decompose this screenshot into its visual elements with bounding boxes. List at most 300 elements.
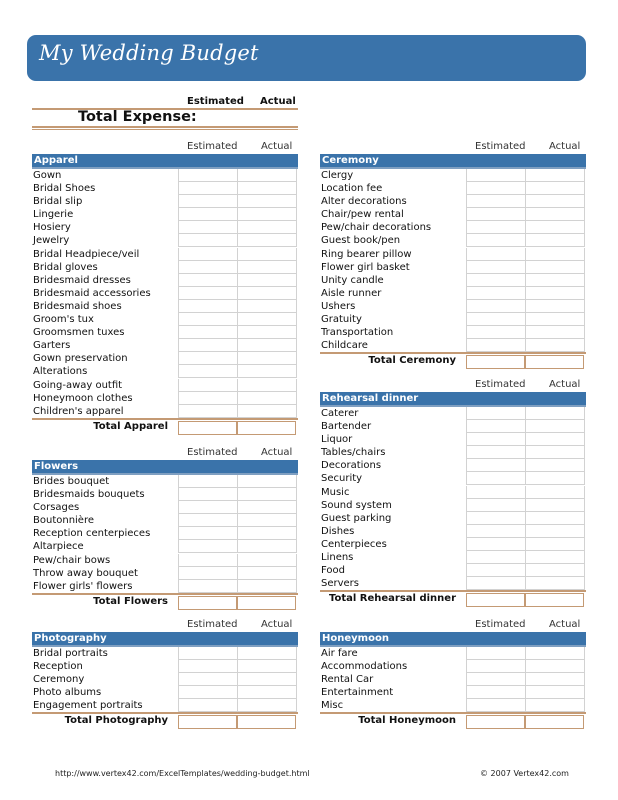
actual-input[interactable]: [525, 407, 585, 420]
item-label: Brides bouquet: [33, 476, 110, 487]
section-header: Photography: [32, 632, 298, 647]
estimated-input[interactable]: [178, 475, 238, 488]
estimated-input[interactable]: [178, 261, 238, 274]
actual-input[interactable]: [237, 182, 297, 195]
estimated-input[interactable]: [466, 551, 526, 564]
estimated-input[interactable]: [466, 420, 526, 433]
estimated-input[interactable]: [178, 352, 238, 365]
actual-input[interactable]: [237, 647, 297, 660]
actual-input[interactable]: [237, 488, 297, 501]
budget-row: [320, 660, 586, 673]
total-row: [32, 712, 298, 729]
budget-row: [320, 221, 586, 234]
budget-row: [320, 234, 586, 247]
actual-input[interactable]: [525, 433, 585, 446]
actual-input[interactable]: [525, 326, 585, 339]
estimated-input[interactable]: [178, 673, 238, 686]
total-actual-cell[interactable]: [237, 715, 296, 729]
item-label: Bridal Headpiece/veil: [33, 248, 140, 260]
estimated-input[interactable]: [466, 234, 526, 247]
item-label: Sound system: [321, 499, 392, 511]
estimated-input[interactable]: [178, 647, 238, 660]
total-estimated-cell[interactable]: [178, 421, 237, 435]
actual-input[interactable]: [525, 339, 585, 352]
divider: [32, 129, 298, 130]
section-photography: [32, 619, 298, 729]
estimated-input[interactable]: [466, 499, 526, 512]
actual-input[interactable]: [525, 551, 585, 564]
actual-input[interactable]: [237, 313, 297, 326]
item-label: Gown: [33, 170, 62, 181]
budget-row: [32, 501, 298, 514]
item-label: Childcare: [321, 340, 368, 352]
estimated-input[interactable]: [466, 699, 526, 712]
total-estimated-cell[interactable]: [466, 715, 525, 729]
estimated-input[interactable]: [178, 514, 238, 527]
budget-row: [320, 326, 586, 339]
estimated-input[interactable]: [178, 554, 238, 567]
actual-input[interactable]: [237, 660, 297, 673]
budget-row: [320, 182, 586, 195]
actual-input[interactable]: [237, 248, 297, 261]
estimated-input[interactable]: [466, 169, 526, 182]
estimated-input[interactable]: [178, 195, 238, 208]
estimated-input[interactable]: [466, 564, 526, 577]
total-label: Total Photography: [64, 715, 168, 727]
budget-row: [32, 169, 298, 182]
actual-input[interactable]: [237, 208, 297, 221]
item-label: Lingerie: [33, 209, 74, 221]
item-label: Centerpieces: [321, 538, 387, 550]
estimated-input[interactable]: [466, 274, 526, 287]
budget-row: [320, 169, 586, 182]
column-headers: [320, 619, 586, 632]
estimated-input[interactable]: [178, 580, 238, 593]
budget-row: [32, 300, 298, 313]
budget-row: [32, 488, 298, 501]
total-actual-cell[interactable]: [525, 355, 584, 369]
item-label: Bridal gloves: [33, 261, 98, 273]
item-label: Liquor: [321, 434, 353, 446]
estimated-input[interactable]: [466, 313, 526, 326]
budget-row: [32, 274, 298, 287]
item-label: Rental Car: [321, 674, 374, 686]
actual-input[interactable]: [237, 169, 297, 182]
estimated-input[interactable]: [466, 407, 526, 420]
estimated-input[interactable]: [178, 567, 238, 580]
budget-row: [320, 486, 586, 499]
item-label: Children's apparel: [33, 405, 124, 417]
estimated-input[interactable]: [178, 660, 238, 673]
total-row: [320, 352, 586, 369]
estimated-input[interactable]: [178, 339, 238, 352]
item-label: Dishes: [321, 525, 355, 537]
budget-row: [320, 577, 586, 590]
actual-input[interactable]: [237, 274, 297, 287]
budget-row: [320, 407, 586, 420]
item-label: Decorations: [321, 460, 382, 472]
total-actual-cell[interactable]: [525, 593, 584, 607]
estimated-input[interactable]: [466, 512, 526, 525]
estimated-input[interactable]: [178, 169, 238, 182]
item-label: Chair/pew rental: [321, 209, 404, 221]
estimated-input[interactable]: [178, 326, 238, 339]
budget-row: [32, 405, 298, 418]
actual-input[interactable]: [525, 208, 585, 221]
total-label: Total Rehearsal dinner: [328, 593, 456, 605]
actual-input[interactable]: [237, 475, 297, 488]
actual-input[interactable]: [525, 420, 585, 433]
actual-input[interactable]: [237, 287, 297, 300]
actual-input[interactable]: [525, 234, 585, 247]
item-label: Bridal portraits: [33, 648, 108, 659]
budget-row: [320, 195, 586, 208]
total-label: Total Honeymoon: [358, 715, 456, 727]
budget-row: [32, 527, 298, 540]
actual-input[interactable]: [237, 234, 297, 247]
estimated-input[interactable]: [178, 182, 238, 195]
estimated-input[interactable]: [466, 300, 526, 313]
estimated-input[interactable]: [466, 673, 526, 686]
total-row: [320, 590, 586, 607]
estimated-input[interactable]: [178, 208, 238, 221]
estimated-header: Estimated: [475, 141, 526, 152]
column-headers: [320, 379, 586, 392]
total-row: [320, 712, 586, 729]
estimated-input[interactable]: [178, 488, 238, 501]
estimated-input[interactable]: [178, 287, 238, 300]
estimated-input[interactable]: [466, 182, 526, 195]
actual-input[interactable]: [237, 379, 297, 392]
item-label: Pew/chair bows: [33, 554, 111, 566]
estimated-input[interactable]: [178, 248, 238, 261]
total-estimated-cell[interactable]: [178, 596, 237, 610]
actual-input[interactable]: [237, 567, 297, 580]
total-label: Total Ceremony: [368, 355, 456, 367]
actual-input[interactable]: [237, 501, 297, 514]
actual-input[interactable]: [525, 274, 585, 287]
estimated-input[interactable]: [178, 392, 238, 405]
estimated-input[interactable]: [178, 527, 238, 540]
estimated-header: Estimated: [187, 619, 238, 630]
budget-row: [320, 472, 586, 485]
item-label: Guest book/pen: [321, 235, 401, 247]
budget-row: [32, 234, 298, 247]
actual-input[interactable]: [237, 392, 297, 405]
budget-row: [32, 580, 298, 593]
actual-header: Actual: [261, 141, 293, 152]
actual-header: Actual: [261, 447, 293, 458]
actual-input[interactable]: [525, 472, 585, 485]
item-label: Entertainment: [321, 687, 394, 699]
item-label: Alterations: [33, 366, 88, 378]
item-label: Engagement portraits: [33, 700, 143, 712]
actual-input[interactable]: [525, 221, 585, 234]
actual-input[interactable]: [525, 195, 585, 208]
actual-input[interactable]: [525, 512, 585, 525]
actual-input[interactable]: [525, 564, 585, 577]
budget-row: [320, 313, 586, 326]
footer-copyright: © 2007 Vertex42.com: [480, 769, 569, 778]
item-label: Air fare: [321, 648, 358, 659]
estimated-input[interactable]: [466, 459, 526, 472]
section-ceremony: [320, 141, 586, 369]
budget-row: [320, 647, 586, 660]
item-label: Pew/chair decorations: [321, 222, 432, 234]
item-label: Bridesmaid dresses: [33, 274, 131, 286]
budget-row: [320, 699, 586, 712]
budget-row: [320, 339, 586, 352]
estimated-input[interactable]: [466, 208, 526, 221]
section-header: Flowers: [32, 460, 298, 475]
budget-row: [320, 459, 586, 472]
estimated-input[interactable]: [178, 405, 238, 418]
item-label: Linens: [321, 552, 354, 564]
actual-input[interactable]: [525, 313, 585, 326]
item-label: Music: [321, 486, 350, 498]
item-label: Caterer: [321, 408, 359, 419]
actual-input[interactable]: [525, 287, 585, 300]
item-label: Hosiery: [33, 222, 71, 234]
budget-row: [32, 540, 298, 553]
actual-input[interactable]: [237, 326, 297, 339]
estimated-input[interactable]: [178, 540, 238, 553]
estimated-input[interactable]: [466, 577, 526, 590]
estimated-header: Estimated: [475, 619, 526, 630]
column-headers: [32, 619, 298, 632]
estimated-input[interactable]: [466, 221, 526, 234]
section-header: Rehearsal dinner: [320, 392, 586, 407]
item-label: Ring bearer pillow: [321, 248, 412, 260]
actual-input[interactable]: [525, 699, 585, 712]
actual-input[interactable]: [525, 525, 585, 538]
budget-row: [320, 248, 586, 261]
actual-header: Actual: [261, 619, 293, 630]
section-apparel: [32, 141, 298, 435]
total-expense-summary: [32, 95, 298, 131]
estimated-input[interactable]: [466, 339, 526, 352]
estimated-input[interactable]: [466, 686, 526, 699]
estimated-input[interactable]: [466, 660, 526, 673]
budget-row: [320, 551, 586, 564]
item-label: Bridal slip: [33, 196, 83, 208]
column-headers: [32, 447, 298, 460]
budget-row: [320, 274, 586, 287]
item-label: Security: [321, 473, 363, 485]
item-label: Reception centerpieces: [33, 528, 151, 540]
estimated-input[interactable]: [466, 647, 526, 660]
estimated-input[interactable]: [178, 699, 238, 712]
summary-actual-header: Actual: [260, 96, 296, 107]
budget-row: [32, 475, 298, 488]
actual-input[interactable]: [525, 660, 585, 673]
estimated-input[interactable]: [466, 433, 526, 446]
item-label: Bridesmaids bouquets: [33, 489, 145, 501]
item-label: Accommodations: [321, 661, 408, 673]
budget-row: [32, 287, 298, 300]
total-row: [32, 593, 298, 610]
budget-row: [320, 261, 586, 274]
item-label: Corsages: [33, 502, 80, 514]
budget-row: [32, 326, 298, 339]
page-title: My Wedding Budget: [39, 41, 259, 65]
item-label: Aisle runner: [321, 287, 382, 299]
actual-input[interactable]: [237, 365, 297, 378]
estimated-input[interactable]: [178, 501, 238, 514]
budget-row: [320, 446, 586, 459]
estimated-input[interactable]: [466, 326, 526, 339]
actual-input[interactable]: [237, 405, 297, 418]
actual-input[interactable]: [525, 248, 585, 261]
total-estimated-cell[interactable]: [466, 355, 525, 369]
actual-input[interactable]: [237, 300, 297, 313]
estimated-input[interactable]: [178, 686, 238, 699]
actual-input[interactable]: [525, 169, 585, 182]
budget-row: [320, 673, 586, 686]
actual-input[interactable]: [237, 554, 297, 567]
summary-estimated-header: Estimated: [187, 96, 244, 107]
item-label: Alter decorations: [321, 196, 407, 208]
estimated-input[interactable]: [466, 472, 526, 485]
estimated-input[interactable]: [178, 274, 238, 287]
budget-row: [32, 195, 298, 208]
item-label: Gown preservation: [33, 353, 128, 365]
actual-input[interactable]: [525, 486, 585, 499]
item-label: Bridesmaid shoes: [33, 300, 122, 312]
budget-row: [32, 313, 298, 326]
actual-input[interactable]: [525, 446, 585, 459]
item-label: Tables/chairs: [321, 447, 386, 459]
actual-header: Actual: [549, 619, 581, 630]
actual-input[interactable]: [237, 339, 297, 352]
item-label: Location fee: [321, 183, 383, 195]
estimated-input[interactable]: [466, 486, 526, 499]
estimated-input[interactable]: [466, 538, 526, 551]
section-rehearsal: [320, 379, 586, 607]
budget-row: [32, 208, 298, 221]
estimated-input[interactable]: [178, 300, 238, 313]
item-label: Groom's tux: [33, 314, 94, 326]
budget-row: [32, 554, 298, 567]
actual-input[interactable]: [237, 514, 297, 527]
actual-input[interactable]: [525, 538, 585, 551]
budget-row: [32, 686, 298, 699]
item-label: Bartender: [321, 421, 372, 433]
estimated-input[interactable]: [466, 446, 526, 459]
budget-row: [32, 514, 298, 527]
title-banner: [27, 35, 586, 81]
item-label: Boutonnière: [33, 515, 95, 527]
estimated-input[interactable]: [178, 234, 238, 247]
estimated-input[interactable]: [466, 261, 526, 274]
item-label: Groomsmen tuxes: [33, 327, 125, 339]
total-actual-cell[interactable]: [237, 421, 296, 435]
item-label: Garters: [33, 340, 71, 352]
actual-input[interactable]: [525, 647, 585, 660]
budget-row: [320, 512, 586, 525]
section-honeymoon: [320, 619, 586, 729]
budget-row: [32, 673, 298, 686]
item-label: Flower girl basket: [321, 261, 410, 273]
actual-input[interactable]: [525, 182, 585, 195]
actual-input[interactable]: [237, 580, 297, 593]
item-label: Altarpiece: [33, 541, 84, 553]
estimated-input[interactable]: [466, 248, 526, 261]
estimated-input[interactable]: [466, 525, 526, 538]
item-label: Ceremony: [33, 674, 85, 686]
estimated-header: Estimated: [187, 141, 238, 152]
actual-input[interactable]: [525, 300, 585, 313]
actual-input[interactable]: [237, 195, 297, 208]
item-label: Reception: [33, 661, 83, 673]
actual-input[interactable]: [237, 699, 297, 712]
total-actual-cell[interactable]: [525, 715, 584, 729]
actual-header: Actual: [549, 141, 581, 152]
section-header: Honeymoon: [320, 632, 586, 647]
total-estimated-cell[interactable]: [466, 593, 525, 607]
actual-header: Actual: [549, 379, 581, 390]
item-label: Guest parking: [321, 512, 392, 524]
estimated-input[interactable]: [178, 365, 238, 378]
actual-input[interactable]: [237, 686, 297, 699]
actual-input[interactable]: [525, 686, 585, 699]
item-label: Ushers: [321, 300, 356, 312]
budget-row: [320, 525, 586, 538]
total-actual-cell[interactable]: [237, 596, 296, 610]
actual-input[interactable]: [237, 352, 297, 365]
item-label: Unity candle: [321, 274, 384, 286]
estimated-input[interactable]: [178, 379, 238, 392]
item-label: Photo albums: [33, 687, 102, 699]
budget-row: [320, 433, 586, 446]
item-label: Food: [321, 565, 345, 577]
actual-input[interactable]: [525, 577, 585, 590]
budget-row: [32, 647, 298, 660]
column-headers: [320, 141, 586, 154]
actual-input[interactable]: [237, 527, 297, 540]
item-label: Misc: [321, 700, 344, 712]
item-label: Clergy: [321, 170, 354, 181]
budget-row: [320, 538, 586, 551]
budget-row: [32, 365, 298, 378]
actual-input[interactable]: [237, 540, 297, 553]
actual-input[interactable]: [237, 261, 297, 274]
item-label: Jewelry: [33, 235, 70, 247]
budget-row: [32, 392, 298, 405]
actual-input[interactable]: [525, 673, 585, 686]
actual-input[interactable]: [525, 261, 585, 274]
estimated-input[interactable]: [178, 313, 238, 326]
budget-row: [320, 208, 586, 221]
estimated-input[interactable]: [466, 195, 526, 208]
section-flowers: [32, 447, 298, 610]
budget-row: [320, 420, 586, 433]
actual-input[interactable]: [237, 221, 297, 234]
estimated-input[interactable]: [178, 221, 238, 234]
budget-row: [320, 564, 586, 577]
actual-input[interactable]: [525, 459, 585, 472]
column-headers: [32, 141, 298, 154]
budget-row: [32, 699, 298, 712]
actual-input[interactable]: [237, 673, 297, 686]
budget-row: [32, 660, 298, 673]
estimated-input[interactable]: [466, 287, 526, 300]
actual-input[interactable]: [525, 499, 585, 512]
budget-row: [320, 300, 586, 313]
total-estimated-cell[interactable]: [178, 715, 237, 729]
budget-row: [32, 182, 298, 195]
footer-url-link[interactable]: http://www.vertex42.com/ExcelTemplates/wedding-budget.html: [55, 769, 310, 778]
